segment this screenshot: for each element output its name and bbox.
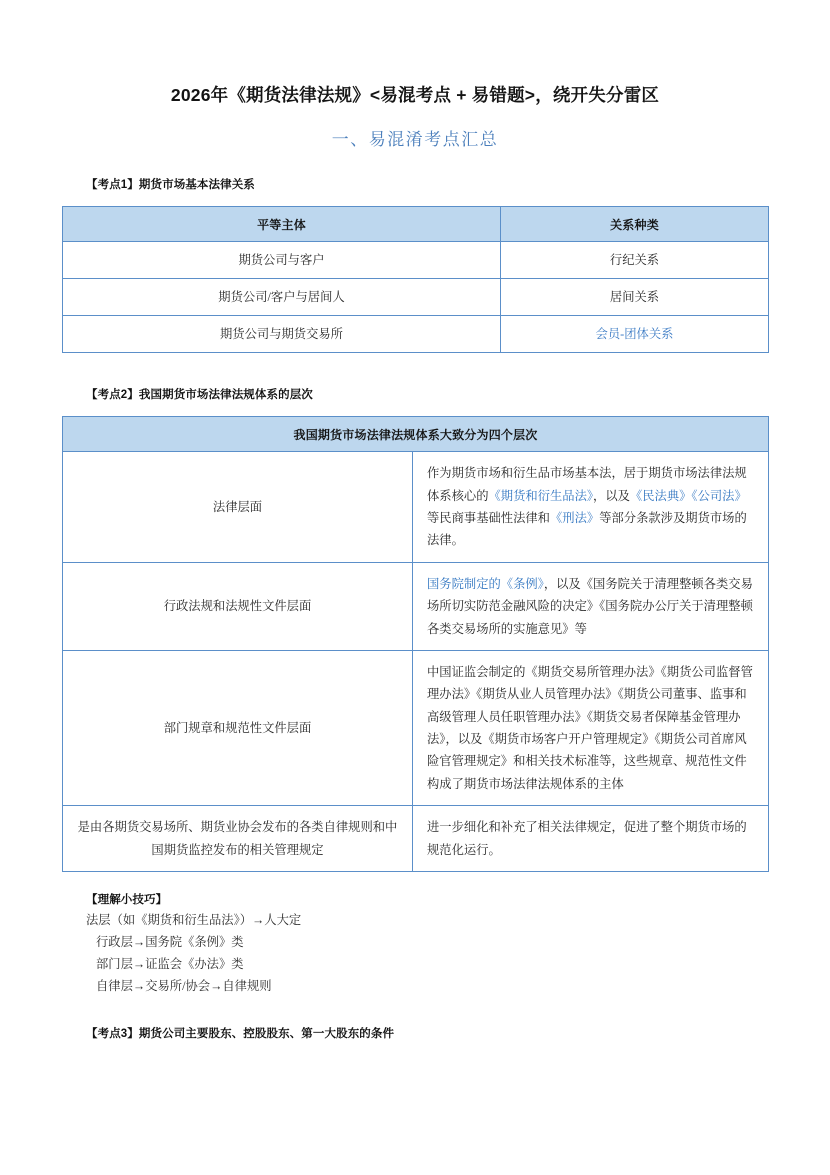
body-text: 等部分条款涉及期货市场的法律。	[427, 511, 747, 548]
kaodian-2-heading: 【考点2】我国期货市场法律法规体系的层次	[86, 389, 313, 402]
basic-legal-relations-table	[62, 206, 769, 353]
table-row	[63, 452, 769, 563]
cell-hierarchy-description	[413, 452, 769, 563]
tips-lines	[86, 910, 768, 998]
column-header-relation: 关系种类	[501, 207, 769, 242]
cell-subject: 期货公司与客户	[63, 242, 501, 279]
table-row	[63, 562, 769, 650]
column-header-subject: 平等主体	[63, 207, 501, 242]
table-row	[63, 650, 769, 805]
kaodian-1-heading: 【考点1】期货市场基本法律关系	[86, 178, 255, 191]
understanding-tips	[62, 872, 768, 998]
cell-relation: 行纪关系	[501, 242, 769, 279]
cell-subject: 期货公司与期货交易所	[63, 316, 501, 353]
highlighted-law-name: 《民法典》《公司法》	[629, 488, 747, 503]
cell-hierarchy-level: 部门规章和规范性文件层面	[63, 650, 413, 805]
section-heading: 一、易混淆考点汇总	[331, 129, 499, 149]
tips-title: 【理解小技巧】	[86, 893, 168, 906]
cell-hierarchy-level: 法律层面	[63, 452, 413, 563]
cell-hierarchy-description	[413, 806, 769, 872]
cell-hierarchy-level: 是由各期货交易场所、期货业协会发布的各类自律规则和中国期货监控发布的相关管理规定	[63, 806, 413, 872]
cell-hierarchy-description	[413, 650, 769, 805]
legal-hierarchy-table	[62, 416, 769, 872]
table-row	[63, 279, 769, 316]
cell-relation: 居间关系	[501, 279, 769, 316]
cell-relation: 会员-团体关系	[501, 316, 769, 353]
table-body	[63, 452, 769, 872]
body-text: 中国证监会制定的《期货交易所管理办法》《期货公司监督管理办法》《期货从业人员管理办法》《期货公司董事、监事和高级管理人员任职管理办法》《期货交易者保障基金管理办法》，以及《期货市场客户开户管理规定》《期货公司首席风险官管理规定》和相关技术标准等，这些规章、规范性文件构成了期货市场法律法规体系的主体	[427, 664, 753, 791]
page-content	[62, 0, 768, 1043]
cell-hierarchy-level: 行政法规和法规性文件层面	[63, 562, 413, 650]
body-text: 等民商事基础性法律和	[427, 511, 550, 526]
cell-subject: 期货公司/客户与居间人	[63, 279, 501, 316]
hierarchy-table-header: 我国期货市场法律法规体系大致分为四个层次	[63, 417, 769, 452]
tip-line: 自律层→交易所/协会→自律规则	[96, 979, 272, 994]
table-row	[63, 806, 769, 872]
table-header-row	[63, 207, 769, 242]
body-text: 进一步细化和补充了相关法律规定，促进了整个期货市场的规范化运行。	[427, 820, 747, 857]
table-row	[63, 316, 769, 353]
table-body	[63, 242, 769, 353]
table-row	[63, 242, 769, 279]
tip-line: 法层（如《期货和衍生品法》）→人大定	[86, 913, 302, 928]
tip-line: 部门层→证监会《办法》类	[96, 957, 244, 972]
body-text: ，以及	[593, 488, 630, 503]
body-text: ，以及《国务院关于清理整顿各类交易场所切实防范金融风险的决定》《国务院办公厅关于清理整顿各类交易场所的实施意见》等	[427, 576, 753, 636]
highlighted-law-name: 《刑法》	[549, 511, 600, 526]
table-header-row	[63, 417, 769, 452]
cell-hierarchy-description	[413, 562, 769, 650]
highlighted-law-name: 《期货和衍生品法》	[488, 488, 594, 503]
tip-line: 行政层→国务院《条例》类	[96, 935, 244, 950]
body-text: 作为期货市场和衍生品市场基本法，居于期货市场法律法规体系核心的	[427, 466, 747, 503]
kaodian-3-heading: 【考点3】期货公司主要股东、控股股东、第一大股东的条件	[86, 1027, 395, 1040]
highlighted-law-name: 国务院制定的《条例》	[427, 576, 544, 591]
document-title: 2026年《期货法律法规》<易混考点 + 易错题>，绕开失分雷区	[170, 85, 660, 105]
